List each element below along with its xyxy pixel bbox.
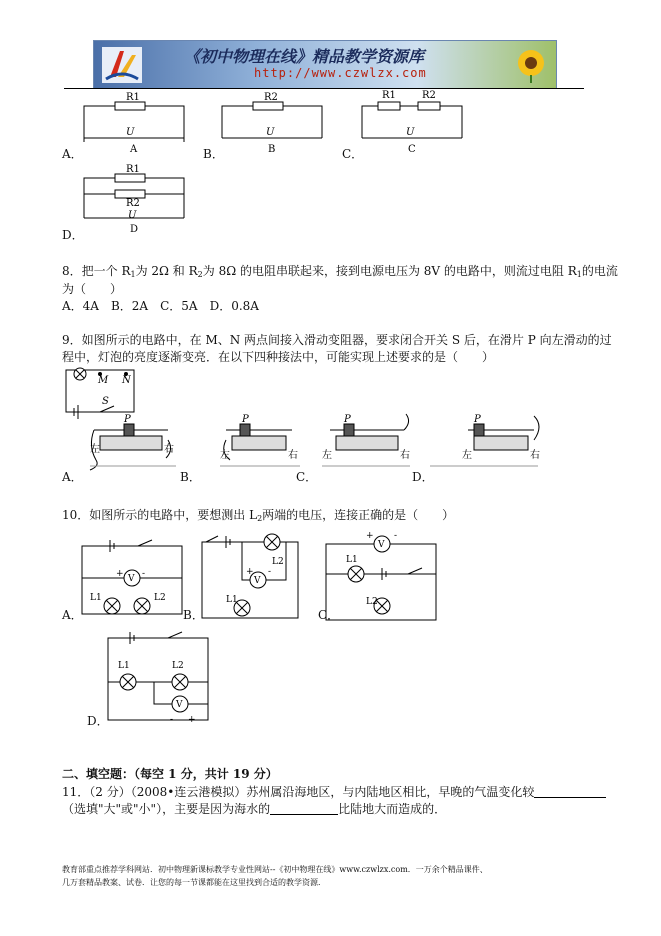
q10a-v-label: V: [128, 574, 135, 584]
q10-circuit-diagrams: [60, 526, 460, 726]
q10-option-b[interactable]: B．: [183, 608, 204, 622]
q9a-right-label: 右: [164, 444, 174, 455]
q9d-right-label: 右: [530, 450, 540, 461]
q7d-r1-label: R1: [126, 164, 140, 175]
q10a-l2-label: L2: [154, 593, 166, 603]
site-logo-icon: [102, 47, 142, 83]
q7d-caption: D: [130, 224, 139, 235]
q11-blank-2[interactable]: [270, 802, 338, 815]
q10c-l1-label: L1: [346, 555, 358, 565]
q9-stem-line1: 9．如图所示的电路中，在 M、N 两点间接入滑动变阻器，要求闭合开关 S 后，在滑片 P 向左滑动的过: [62, 333, 612, 347]
q7-option-a[interactable]: A．: [62, 147, 83, 161]
q10c-v-label: V: [378, 540, 385, 550]
rheostat-d: [430, 416, 539, 466]
rheostat-c: [322, 414, 410, 466]
q10d-plus: +: [188, 715, 196, 725]
q8-stem-line1: 8．把一个 $R_1$为 2Ω 和 $R_2$为 8Ω 的电阻串联起来，接到电源电压为 8V 的电路中，则流过电阻 $R_1$的电流: [62, 264, 618, 279]
q11-blank-1[interactable]: [534, 785, 606, 798]
q10b-minus: -: [268, 567, 272, 577]
q10-option-d[interactable]: D．: [87, 714, 109, 728]
q9b-p-label: P: [242, 414, 249, 425]
q7-circuit-diagrams: [60, 90, 600, 240]
q7c-r2-label: R2: [422, 90, 436, 101]
banner-title: 《初中物理在线》精品教学资源库: [184, 47, 425, 66]
q10b-plus: +: [246, 567, 254, 577]
q10a-l1-label: L1: [90, 593, 102, 603]
q7c-r1-label: R1: [382, 90, 396, 101]
q10-stem: 10．如图所示的电路中，要想测出 $L_2$两端的电压，连接正确的是（ ）: [62, 508, 455, 523]
q9-m-label: M: [98, 375, 109, 386]
q10c-plus: +: [366, 531, 374, 541]
q9-option-c[interactable]: C．: [296, 470, 318, 484]
footer-line-2: 几万套精品教案、试卷．让您的每一节课都能在这里找到合适的教学资源．: [62, 878, 326, 887]
q8-choices[interactable]: A．4A B．2A C．5A D．0.8A: [62, 299, 259, 313]
q7d-r2-label: R2: [126, 198, 140, 209]
q7c-caption: C: [408, 144, 416, 155]
q9-option-b[interactable]: B．: [180, 470, 201, 484]
q9a-left-label: 左: [90, 444, 100, 455]
q8-stem-line2: 为（ ）: [62, 282, 123, 296]
q9d-p-label: P: [474, 414, 481, 425]
header-banner: [93, 40, 557, 89]
q10a-minus: -: [142, 569, 146, 579]
q7c-u-label: U: [406, 127, 415, 138]
q9c-p-label: P: [344, 414, 351, 425]
q9-n-label: N: [122, 375, 131, 386]
q10-option-a[interactable]: A．: [62, 608, 83, 622]
q9c-right-label: 右: [400, 450, 410, 461]
q9-s-label: S: [102, 396, 109, 407]
q7-option-d[interactable]: D．: [62, 228, 84, 242]
q7a-r1-label: R1: [126, 92, 140, 103]
q10c-l2-label: L2: [366, 597, 378, 607]
footer-line-1: 教育部重点推荐学科网站．初中物理新课标教学专业性网站--《初中物理在线》www.czwlzx.com．一万余个精品课件、: [62, 865, 488, 874]
q7-option-c[interactable]: C．: [342, 147, 364, 161]
q10-option-c[interactable]: C．: [318, 608, 340, 622]
section-heading: 二、填空题：（每空 1 分，共计 19 分）: [62, 767, 278, 781]
q7-option-b[interactable]: B．: [203, 147, 224, 161]
q9-option-a[interactable]: A．: [62, 470, 83, 484]
q7b-caption: B: [268, 144, 276, 155]
q7b-u-label: U: [266, 127, 275, 138]
q10a-plus: +: [116, 569, 124, 579]
q10d-minus: -: [170, 715, 174, 725]
q11-stem-line1: 11．（2 分）（2008•连云港模拟）苏州属沿海地区，与内陆地区相比，早晚的气温变化较: [62, 784, 606, 801]
header-rule: [64, 88, 584, 89]
q9b-right-label: 右: [288, 450, 298, 461]
q11-stem-line2: （选填"大"或"小"），主要是因为海水的 比陆地大而造成的．: [62, 802, 447, 816]
q9d-left-label: 左: [462, 450, 472, 461]
q7b-r2-label: R2: [264, 92, 278, 103]
q9-stem-line2: 程中，灯泡的亮度逐渐变亮．在以下四种接法中，可能实现上述要求的是（ ）: [62, 350, 495, 364]
q9a-p-label: P: [124, 414, 131, 425]
q9-circuit-diagrams: [60, 366, 600, 484]
q10b-l1-label: L1: [226, 595, 238, 605]
q7d-u-label: U: [128, 210, 137, 221]
sunflower-icon: [512, 47, 550, 83]
q9b-left-label: 左: [220, 450, 230, 461]
q7a-u-label: U: [126, 127, 135, 138]
q10d-l2-label: L2: [172, 661, 184, 671]
q9-option-d[interactable]: D．: [412, 470, 434, 484]
q10b-l2-label: L2: [272, 557, 284, 567]
q10d-l1-label: L1: [118, 661, 130, 671]
q10c-minus: -: [394, 531, 398, 541]
q10d-v-label: V: [176, 700, 183, 710]
banner-url[interactable]: http://www.czwlzx.com: [254, 66, 427, 80]
q9c-left-label: 左: [322, 450, 332, 461]
q10b-v-label: V: [254, 576, 261, 586]
q7a-caption: A: [130, 144, 138, 155]
